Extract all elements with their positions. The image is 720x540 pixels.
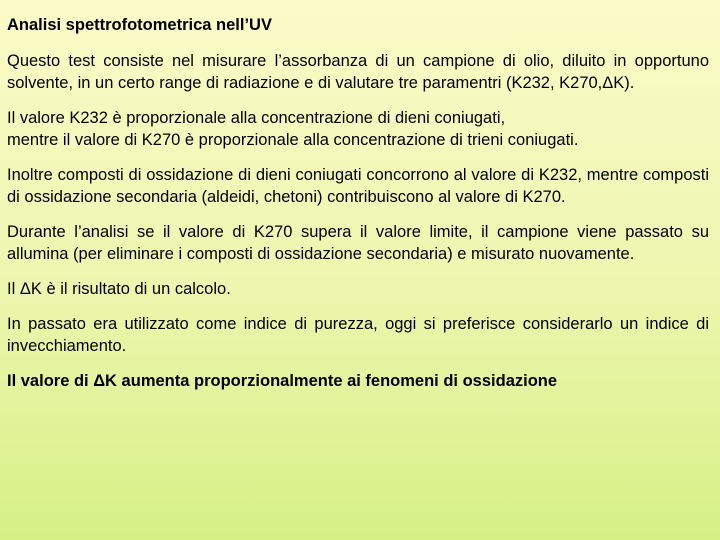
paragraph-k232-line: Il valore K232 è proporzionale alla concentrazione di dieni coniugati,: [7, 109, 506, 127]
slide-title: Analisi spettrofotometrica nell’UV: [7, 16, 272, 34]
paragraph-purity-index: In passato era utilizzato come indice di purezza, oggi si preferisce considerarlo un indice di invecchiamento.: [7, 315, 709, 355]
paragraph-delta-k-calculation: Il ΔK è il risultato di un calcolo.: [7, 280, 231, 298]
paragraph-conclusion: Il valore di ΔK aumenta proporzionalmente ai fenomeni di ossidazione: [7, 372, 558, 390]
paragraph-test-description: Questo test consiste nel misurare l’assorbanza di un campione di olio, diluito in opportuno solvente, in un certo range di radiazione e di valutare tre paramentri (K232, K270,ΔK).: [7, 52, 709, 92]
paragraph-alumina-procedure: Durante l’analisi se il valore di K270 supera il valore limite, il campione viene passato su allumina (per eliminare i composti di ossidazione secondaria) e misurato nuovamente.: [7, 223, 709, 263]
paragraph-oxidation-compounds: Inoltre composti di ossidazione di dieni coniugati concorrono al valore di K232, mentre composti di ossidazione secondaria (aldeidi, chetoni) contribuiscono al valore di K270.: [7, 166, 709, 206]
paragraph-k270-line: mentre il valore di K270 è proporzionale alla concentrazione di trieni coniugati.: [7, 131, 579, 149]
paragraph-k232-k270: [7, 107, 709, 151]
slide-content: [7, 14, 709, 405]
